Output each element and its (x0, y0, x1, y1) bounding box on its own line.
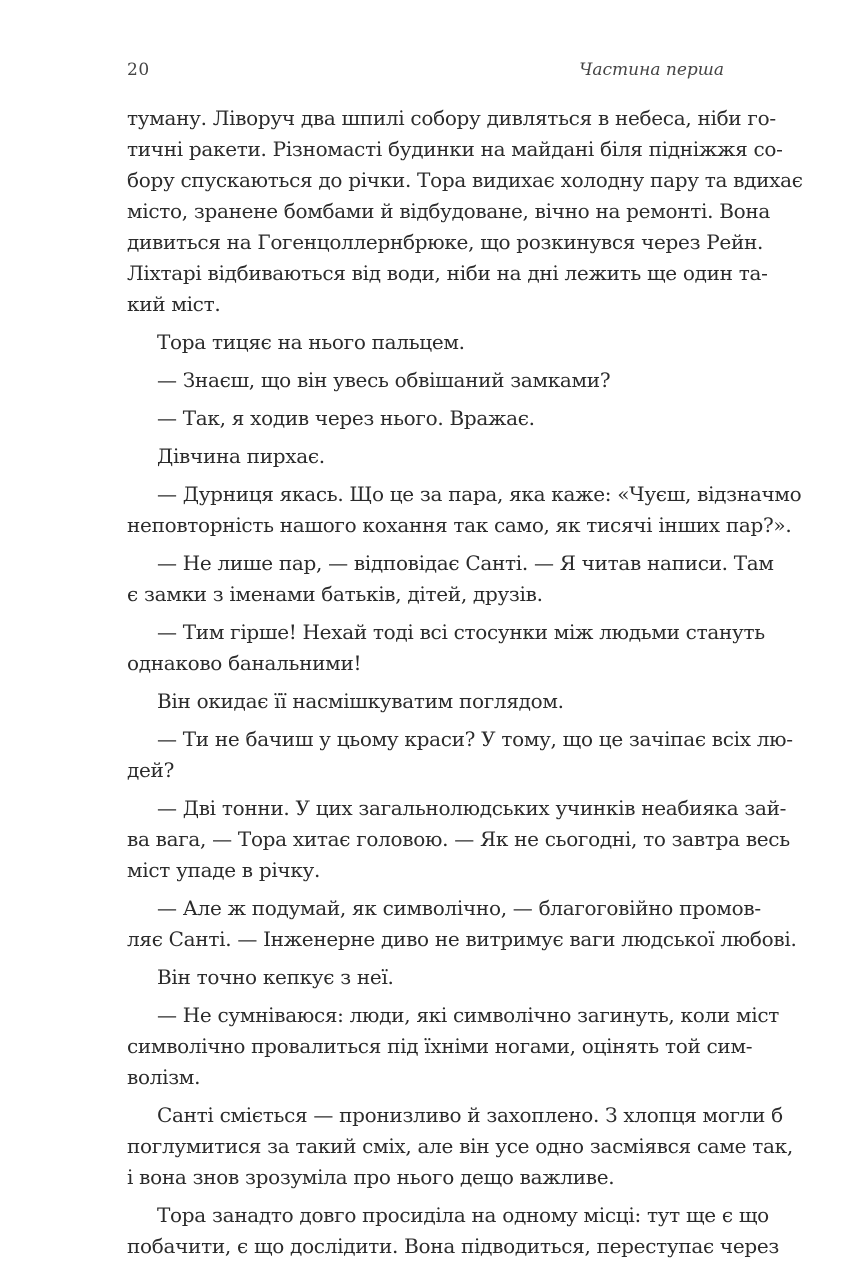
paragraph-gap (127, 1093, 724, 1100)
paragraph (127, 327, 724, 358)
paragraph-gap (127, 1193, 724, 1200)
text-line: — Тим гірше! Нехай тоді всі стосунки між людьми стануть (157, 620, 765, 644)
paragraph (127, 548, 774, 610)
text-line: Санті сміється — пронизливо й захоплено. З хлопця могли б (157, 1103, 783, 1127)
page-header (127, 60, 724, 90)
text-line: міст упаде в річку. (127, 858, 321, 882)
paragraph-gap (127, 434, 724, 441)
paragraph-gap (127, 472, 724, 479)
paragraph (127, 617, 765, 679)
text-line: дей? (127, 758, 175, 782)
text-line: туману. Ліворуч два шпилі собору дивляться в небеса, ніби го- (127, 106, 776, 130)
text-line: місто, зранене бомбами й відбудоване, вічно на ремонті. Вона (127, 199, 770, 223)
text-line: неповторність нашого кохання так само, як тисячі інших пар?». (127, 513, 792, 537)
text-line: Тора занадто довго просиділа на одному місці: тут ще є що (157, 1203, 769, 1227)
text-line: — Не лише пар, — відповідає Санті. — Я читав написи. Там (157, 551, 774, 575)
paragraph (127, 1000, 780, 1093)
paragraph-gap (127, 679, 724, 686)
text-line: Він окидає її насмішкуватим поглядом. (157, 689, 564, 713)
paragraph (127, 103, 803, 320)
paragraph (127, 479, 802, 541)
paragraph-gap (127, 541, 724, 548)
text-line: поглумитися за такий сміх, але він усе одно засміявся саме так, (127, 1134, 793, 1158)
page-number: 20 (127, 60, 150, 80)
paragraph (127, 893, 797, 955)
text-line: є замки з іменами батьків, дітей, друзів. (127, 582, 543, 606)
text-line: ляє Санті. — Інженерне диво не витримує ваги людської любові. (127, 927, 797, 951)
paragraph-gap (127, 717, 724, 724)
paragraph (127, 441, 724, 472)
text-line: однаково банальними! (127, 651, 362, 675)
text-line: символічно провалиться під їхніми ногами, оцінять той сим- (127, 1034, 753, 1058)
text-line: — Ти не бачиш у цьому краси? У тому, що це зачіпає всіх лю- (157, 727, 793, 751)
text-line: Тора тицяє на нього пальцем. (157, 330, 465, 354)
paragraph (127, 403, 724, 434)
paragraph (127, 793, 790, 886)
text-line: — Дурниця якась. Що це за пара, яка каже: «Чуєш, відзначмо (157, 482, 802, 506)
paragraph-gap (127, 955, 724, 962)
paragraph (127, 1200, 780, 1262)
text-line: ва вага, — Тора хитає головою. — Як не сьогодні, то завтра весь (127, 827, 790, 851)
paragraph-gap (127, 993, 724, 1000)
paragraph (127, 365, 724, 396)
text-line: кий міст. (127, 292, 221, 316)
text-line: побачити, є що дослідити. Вона підводиться, переступає через (127, 1234, 780, 1258)
paragraph (127, 686, 724, 717)
paragraph (127, 1100, 793, 1193)
text-line: тичні ракети. Різномасті будинки на майдані біля підніжжя со- (127, 137, 783, 161)
paragraph (127, 962, 724, 993)
paragraph-gap (127, 886, 724, 893)
text-line: — Так, я ходив через нього. Вражає. (157, 406, 535, 430)
paragraph-gap (127, 358, 724, 365)
text-line: Ліхтарі відбиваються від води, ніби на дні лежить ще один та- (127, 261, 768, 285)
running-title: Частина перша (579, 60, 724, 80)
paragraph (127, 724, 793, 786)
text-line: Він точно кепкує з неї. (157, 965, 394, 989)
text-line: волізм. (127, 1065, 201, 1089)
text-line: — Але ж подумай, як символічно, — благоговійно промов- (157, 896, 761, 920)
paragraph-gap (127, 320, 724, 327)
body-text (127, 103, 803, 1262)
text-line: Дівчина пирхає. (157, 444, 325, 468)
text-line: дивиться на Гогенцоллернбрюке, що розкинувся через Рейн. (127, 230, 764, 254)
paragraph-gap (127, 396, 724, 403)
text-line: і вона знов зрозуміла про нього дещо важливе. (127, 1165, 615, 1189)
text-line: — Не сумніваюся: люди, які символічно загинуть, коли міст (157, 1003, 780, 1027)
paragraph-gap (127, 610, 724, 617)
paragraph-gap (127, 786, 724, 793)
text-line: — Знаєш, що він увесь обвішаний замками? (157, 368, 611, 392)
text-line: бору спускаються до річки. Тора видихає холодну пару та вдихає (127, 168, 803, 192)
text-line: — Дві тонни. У цих загальнолюдських учинків неабияка зай- (157, 796, 787, 820)
